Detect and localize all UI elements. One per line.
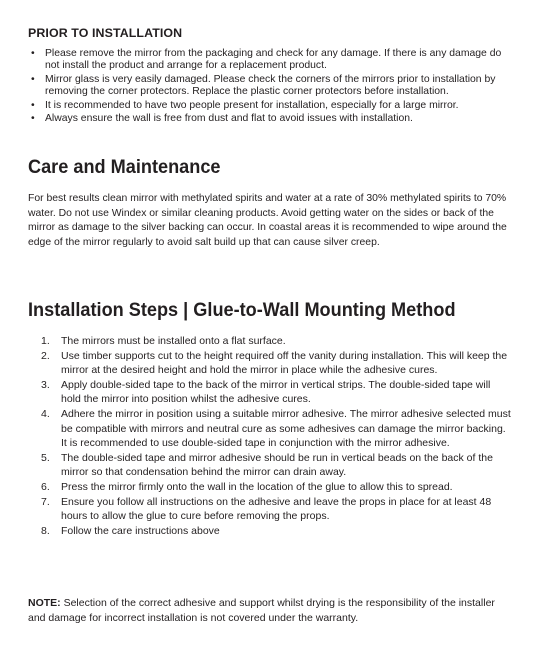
step-number: 6. — [41, 480, 50, 493]
list-item-text: Mirror glass is very easily damaged. Please check the corners of the mirrors prior to installation by removing the corner protectors. Replace the plastic corner protectors before installation. — [45, 73, 496, 98]
step-number: 1. — [41, 335, 50, 347]
step-item — [28, 524, 512, 539]
step-text: Follow the care instructions above — [61, 524, 220, 537]
list-item — [28, 48, 518, 73]
list-item — [28, 113, 518, 125]
list-item — [28, 74, 518, 99]
installation-steps-title: Installation Steps | Glue-to-Wall Mounting Method — [28, 299, 456, 321]
step-number: 4. — [41, 407, 50, 420]
bullet-icon: • — [31, 99, 35, 111]
note-text: Selection of the correct adhesive and support whilst drying is the responsibility of the installer and damage for incorrect installation is not covered under the warranty. — [28, 597, 495, 624]
prior-to-installation-list — [28, 48, 518, 126]
installation-steps-list — [28, 334, 512, 538]
list-item-text: Always ensure the wall is free from dust and flat to avoid issues with installation. — [45, 113, 413, 125]
list-item-text: It is recommended to have two people present for installation, especially for a large mirror. — [45, 99, 459, 111]
step-text: Press the mirror firmly onto the wall in the location of the glue to allow this to spread. — [61, 480, 453, 493]
step-item — [28, 407, 512, 451]
step-number: 7. — [41, 495, 50, 508]
step-text: The double-sided tape and mirror adhesive should be run in vertical beads on the back of the mirror so that condensation behind the mirror can drain away. — [61, 451, 493, 479]
list-item — [28, 100, 518, 112]
step-number: 8. — [41, 524, 50, 537]
step-text: The mirrors must be installed onto a flat surface. — [61, 335, 286, 347]
warranty-note — [28, 596, 512, 626]
step-item — [28, 480, 512, 495]
step-text: Adhere the mirror in position using a suitable mirror adhesive. The mirror adhesive selected must be compatible with mirrors and neutral cure as some adhesives can damage the mirror backing. It is recommended to use double-sided tape in conjunction with the mirror adhesive. — [61, 407, 511, 450]
step-item — [28, 451, 512, 480]
step-number: 2. — [41, 349, 50, 362]
step-item — [28, 378, 512, 407]
note-label: NOTE: — [28, 597, 61, 609]
step-text: Use timber supports cut to the height required off the vanity during installation. This will keep the mirror at the desired height and hold the mirror in place while the adhesive cures. — [61, 349, 508, 377]
step-number: 5. — [41, 451, 50, 464]
care-and-maintenance-body: For best results clean mirror with methylated spirits and water at a rate of 30% methylated spirits to 70% water. Do not use Windex or similar cleaning products. Avoid getting water on the sides or back of the mirror as damage to the silver backing can occur. In coastal areas it is recommended to wipe around the edge of the mirror regularly to avoid salt build up that can cause silver creep. — [28, 193, 507, 248]
step-number: 3. — [41, 378, 50, 391]
bullet-icon: • — [31, 48, 35, 59]
care-and-maintenance-title: Care and Maintenance — [28, 156, 221, 178]
step-item — [28, 349, 512, 378]
step-text: Apply double-sided tape to the back of the mirror in vertical strips. The double-sided tape will hold the mirror into position whilst the adhesive cures. — [61, 378, 491, 406]
bullet-icon: • — [31, 73, 35, 85]
prior-to-installation-heading: PRIOR TO INSTALLATION — [28, 26, 183, 40]
bullet-icon: • — [31, 113, 35, 125]
step-item — [28, 495, 512, 524]
step-text: Ensure you follow all instructions on the adhesive and leave the props in place for at least 48 hours to allow the glue to cure before removing the props. — [61, 495, 492, 523]
list-item-text: Please remove the mirror from the packaging and check for any damage. If there is any damage do not install the product and arrange for a replacement product. — [45, 48, 502, 72]
step-item — [28, 334, 512, 349]
